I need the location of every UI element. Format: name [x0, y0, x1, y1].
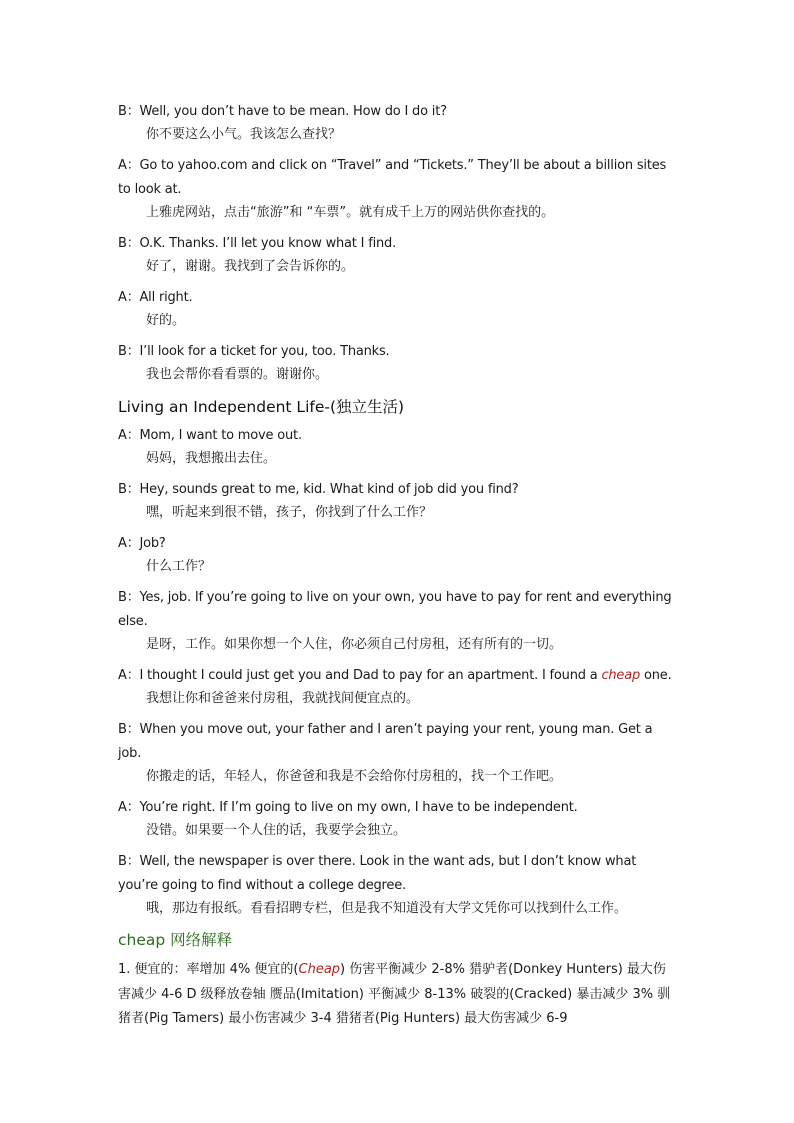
- highlighted-word: cheap: [601, 668, 641, 683]
- web-definition-title: cheap 网络解释: [118, 931, 233, 949]
- english-line-end: one.: [640, 668, 672, 683]
- chinese-translation: 是呀，工作。如果你想一个人住，你必须自己付房租，还有所有的一切。: [146, 637, 563, 652]
- dialog-line: [118, 718, 678, 788]
- english-line: A：All right.: [118, 290, 193, 305]
- chinese-translation: 嘿，听起来到很不错，孩子，你找到了什么工作？: [146, 505, 433, 520]
- section-title: Living an Independent Life-(独立生活): [118, 398, 405, 416]
- english-line-start: A：I thought I could just get you and Dad to pay for an apartment. I found a: [118, 668, 602, 683]
- web-definition-body: [118, 958, 678, 1032]
- dialog-line: [118, 340, 678, 386]
- highlighted-word: Cheap: [298, 962, 341, 977]
- english-line: B：Well, the newspaper is over there. Look in the want ads, but I don’t know what you’re going to find without a college degree.: [118, 854, 637, 893]
- chinese-translation: 好了，谢谢。我找到了会告诉你的。: [146, 259, 355, 274]
- dialog-line: [118, 796, 678, 842]
- dialog-line: [118, 664, 678, 710]
- chinese-translation: 什么工作？: [146, 559, 212, 574]
- english-line: B：O.K. Thanks. I’ll let you know what I find.: [118, 236, 397, 251]
- chinese-translation: 我也会帮你看看票的。谢谢你。: [146, 367, 329, 382]
- english-line: A：You’re right. If I’m going to live on my own, I have to be independent.: [118, 800, 578, 815]
- chinese-translation: 我想让你和爸爸来付房租，我就找间便宜点的。: [146, 691, 420, 706]
- chinese-translation: 好的。: [146, 313, 186, 328]
- chinese-translation: 上雅虎网站，点击“旅游”和 “车票”。就有成千上万的网站供你查找的。: [146, 205, 555, 220]
- english-line: A：Job?: [118, 536, 166, 551]
- dialog-line: [118, 532, 678, 578]
- english-line: A：Mom, I want to move out.: [118, 428, 302, 443]
- chinese-translation: 你不要这么小气。我该怎么查找？: [146, 127, 342, 142]
- english-line: B：Well, you don’t have to be mean. How do I do it?: [118, 104, 447, 119]
- english-line: B：When you move out, your father and I aren’t paying your rent, young man. Get a job.: [118, 722, 653, 761]
- dialog-line: [118, 478, 678, 524]
- dialog-line: [118, 154, 678, 224]
- dialog-line: [118, 100, 678, 146]
- english-line: B：Yes, job. If you’re going to live on your own, you have to pay for rent and everything else.: [118, 590, 672, 629]
- dialog-line: [118, 286, 678, 332]
- chinese-translation: 你搬走的话，年轻人，你爸爸和我是不会给你付房租的，找一个工作吧。: [146, 769, 563, 784]
- dialog-line: [118, 232, 678, 278]
- web-definition-start: 1. 便宜的：率增加 4% 便宜的(: [118, 962, 299, 977]
- chinese-translation: 没错。如果要一个人住的话，我要学会独立。: [146, 823, 407, 838]
- dialog-line: [118, 586, 678, 656]
- web-definition-rest: ) 伤害平衡减少 2-8% 猎驴者(Donkey Hunters) 最大伤害减少 4-6 D 级释放卷轴 赝品(Imitation) 平衡减少 8-13% 破裂的(Cracked) 暴击减少 3% 驯猪者(Pig Tamers) 最小伤害减少 3-4 猎猪者(Pig Hunters) 最大伤害减少 6-9: [118, 962, 671, 1026]
- english-line: B：Hey, sounds great to me, kid. What kind of job did you find?: [118, 482, 519, 497]
- chinese-translation: 妈妈，我想搬出去住。: [146, 451, 277, 466]
- dialog-line: [118, 850, 678, 920]
- chinese-translation: 哦，那边有报纸。看看招聘专栏，但是我不知道没有大学文凭你可以找到什么工作。: [146, 901, 628, 916]
- english-line: [118, 664, 678, 688]
- dialog-line: [118, 424, 678, 470]
- document-page: [118, 100, 678, 1032]
- english-line: B：I’ll look for a ticket for you, too. Thanks.: [118, 344, 390, 359]
- english-line: A：Go to yahoo.com and click on “Travel” and “Tickets.” They’ll be about a billion sites to look at.: [118, 158, 667, 197]
